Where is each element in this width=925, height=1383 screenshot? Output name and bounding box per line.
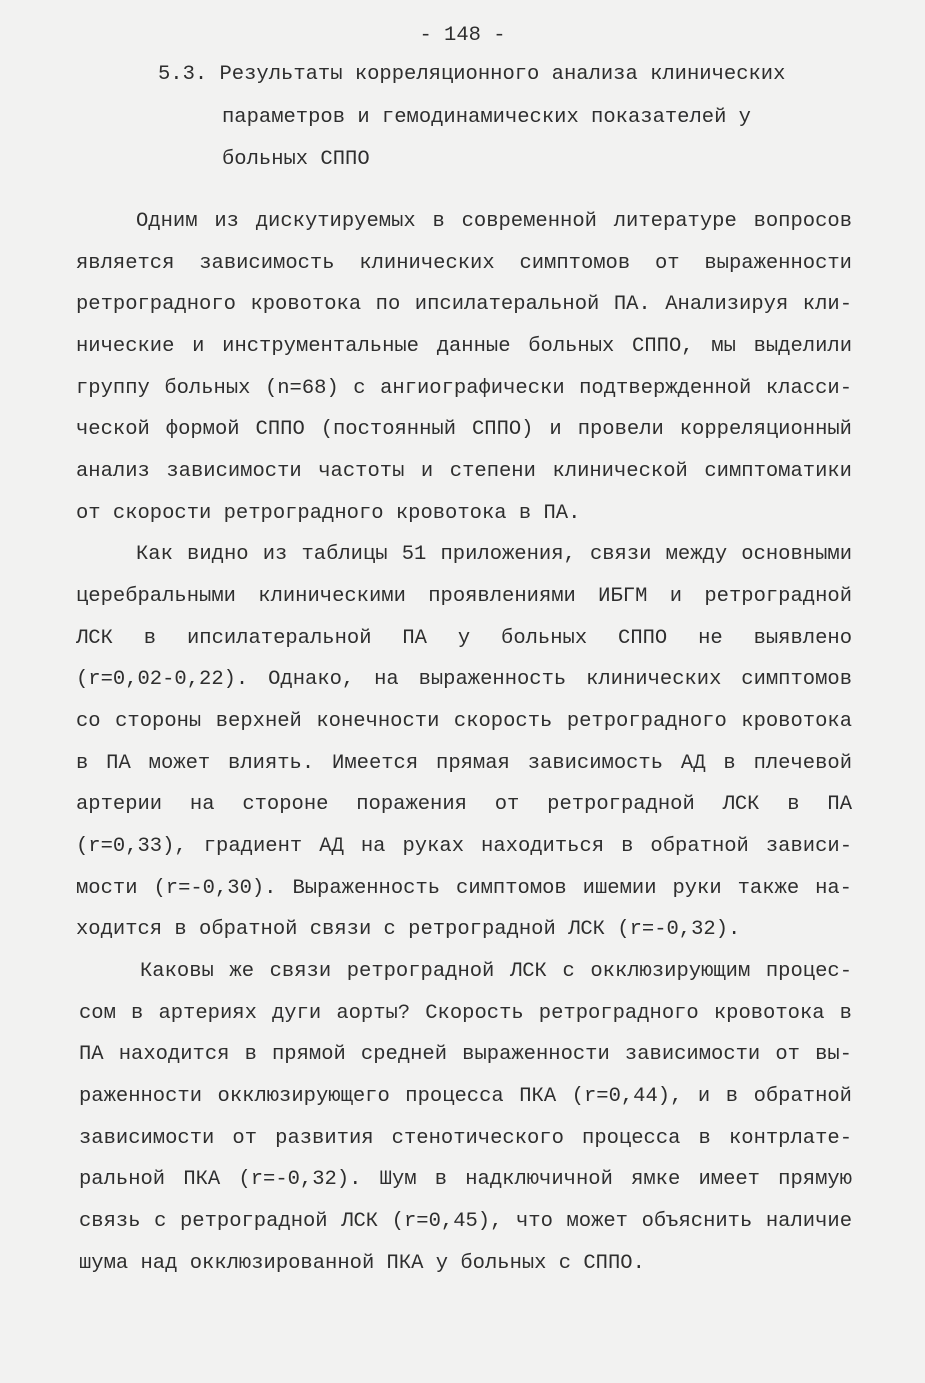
text-line: в ПА может влиять. Имеется прямая зависимость АД в плечевой <box>76 751 852 775</box>
text-line: ЛСК в ипсилатеральной ПА у больных СППО не выявлено <box>76 626 852 650</box>
text-line: связь с ретроградной ЛСК (r=0,45), что может объяснить наличие <box>79 1210 852 1234</box>
text-line: является зависимость клинических симптомов от выраженности <box>76 251 852 275</box>
text-line: анализ зависимости частоты и степени клинической симптоматики <box>76 460 852 484</box>
text-line: (r=0,02-0,22). Однако, на выраженность клинических симптомов <box>76 668 852 692</box>
text-line: сом в артериях дуги аорты? Скорость ретроградного кровотока в <box>79 1001 852 1025</box>
text-line: ретроградного кровотока по ипсилатеральной ПА. Анализируя кли- <box>76 293 852 317</box>
text-line: ральной ПКА (r=-0,32). Шум в надключичной ямке имеет прямую <box>79 1168 852 1192</box>
text-line: зависимости от развития стенотического процесса в контрлате- <box>79 1126 852 1150</box>
paragraph <box>76 534 852 951</box>
text-line: церебральными клиническими проявлениями ИБГМ и ретроградной <box>76 585 852 609</box>
text-line: артерии на стороне поражения от ретроградной ЛСК в ПА <box>76 793 852 817</box>
heading-line: 5.3. Результаты корреляционного анализа клинических <box>158 63 786 86</box>
text-line: ческой формой СППО (постоянный СППО) и провели корреляционный <box>76 418 852 442</box>
text-line: Каковы же связи ретроградной ЛСК с окклюзирующим процес- <box>140 960 852 984</box>
text-line: шума над окклюзированной ПКА у больных с СППО. <box>79 1251 645 1275</box>
heading-line: больных СППО <box>222 148 370 171</box>
heading-line: параметров и гемодинамических показателей у <box>222 105 751 129</box>
paragraph <box>76 201 852 534</box>
text-line: от скорости ретроградного кровотока в ПА. <box>76 501 581 525</box>
paragraph <box>76 951 852 1284</box>
text-line: (r=0,33), градиент АД на руках находиться в обратной зависи- <box>76 835 852 859</box>
text-line: группу больных (n=68) с ангиографически подтвержденной класси- <box>76 376 852 400</box>
text-line: нические и инструментальные данные больных СППО, мы выделили <box>76 335 852 359</box>
text-line: ходится в обратной связи с ретроградной ЛСК (r=-0,32). <box>76 918 741 942</box>
text-line: Как видно из таблицы 51 приложения, связи между основными <box>136 543 852 567</box>
section-heading <box>0 54 925 182</box>
text-line: мости (r=-0,30). Выраженность симптомов ишемии руки также на- <box>76 876 852 900</box>
text-line: ПА находится в прямой средней выраженности зависимости от вы- <box>79 1043 852 1067</box>
text-line: раженности окклюзирующего процесса ПКА (r=0,44), и в обратной <box>79 1085 852 1109</box>
page-number: - 148 - <box>419 24 506 47</box>
body-text <box>76 201 852 1284</box>
text-line: Одним из дискутируемых в современной литературе вопросов <box>136 210 852 233</box>
text-line: со стороны верхней конечности скорость ретроградного кровотока <box>76 710 852 734</box>
